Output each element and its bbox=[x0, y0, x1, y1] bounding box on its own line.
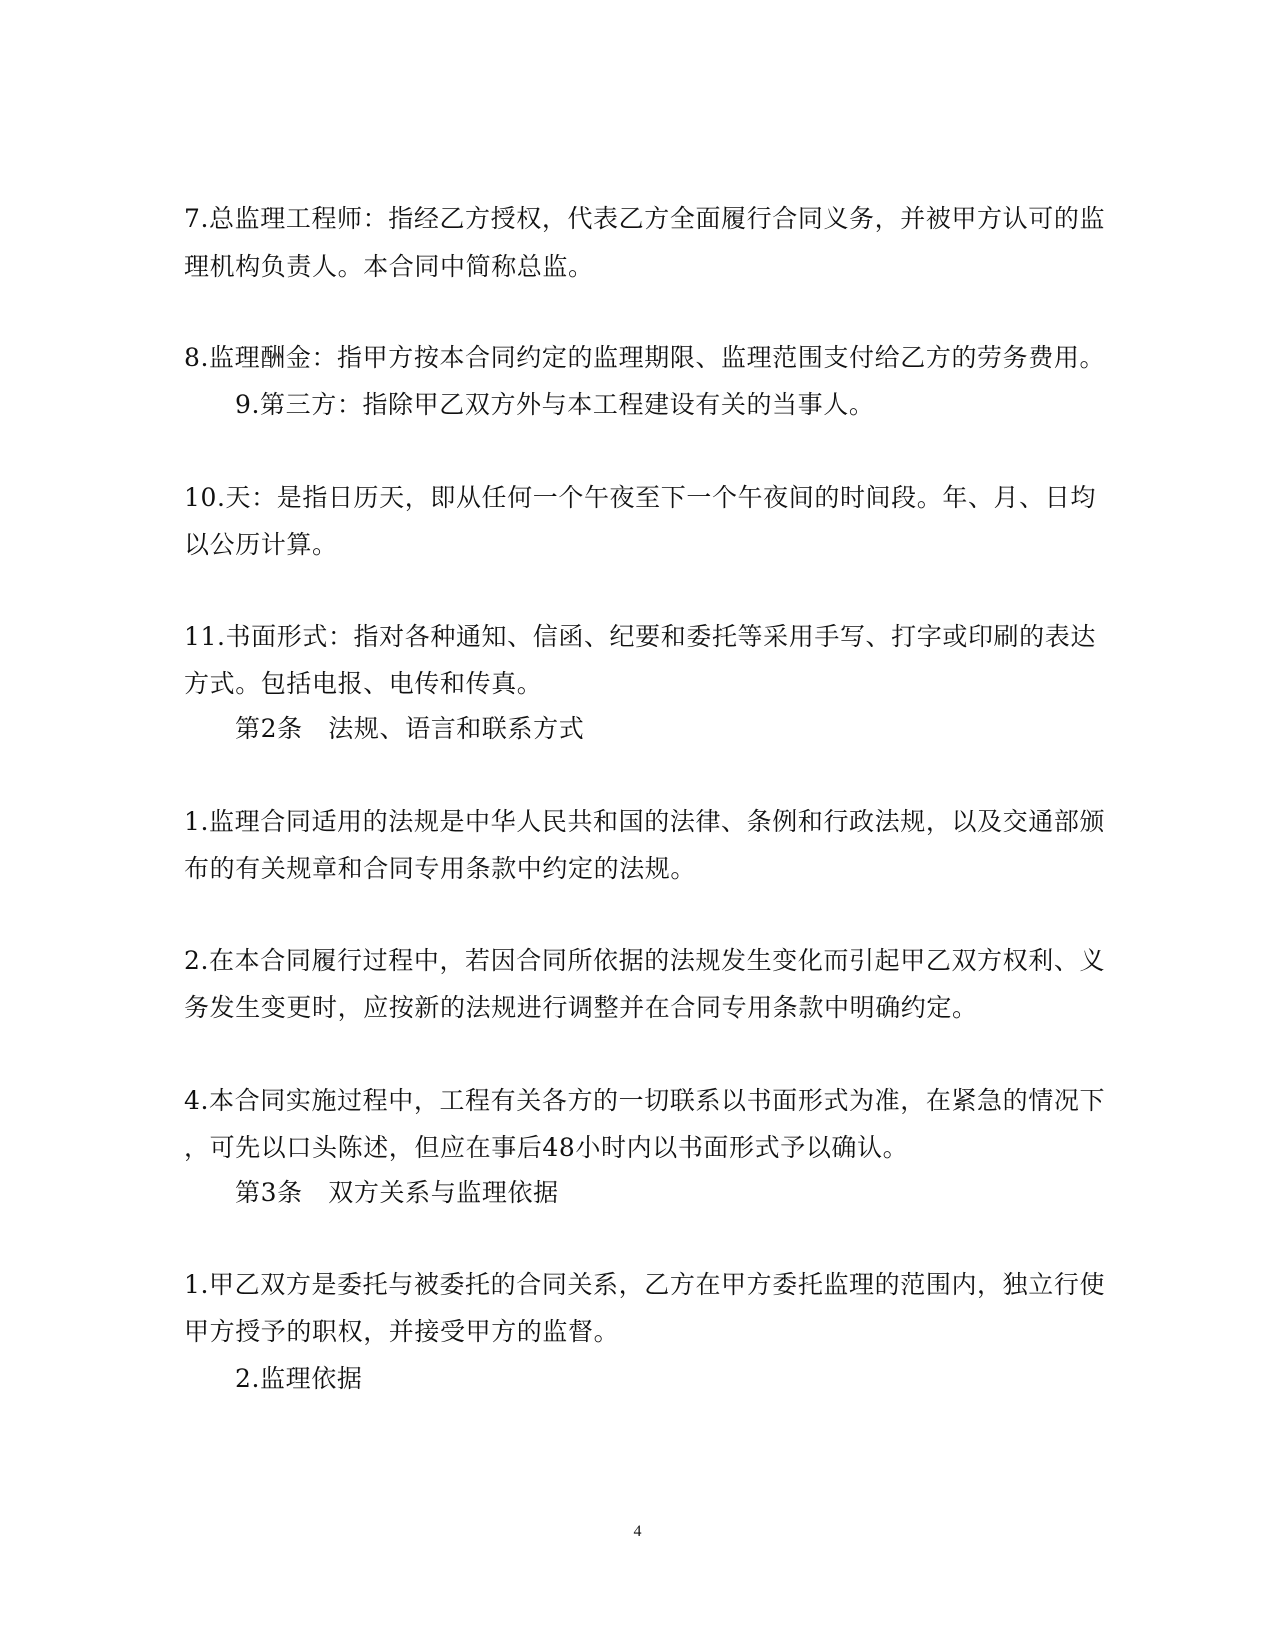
para-11-line-2: 方式。包括电报、电传和传真。 bbox=[184, 669, 543, 698]
art2-clause-1-line-2: 布的有关规章和合同专用条款中约定的法规。 bbox=[184, 854, 697, 883]
para-7-line-1: 7.总监理工程师：指经乙方授权，代表乙方全面履行合同义务，并被甲方认可的监 bbox=[184, 204, 1106, 233]
para-7-line-2: 理机构负责人。本合同中简称总监。 bbox=[184, 252, 594, 281]
art2-clause-4-line-2: ，可先以口头陈述，但应在事后48小时内以书面形式予以确认。 bbox=[184, 1133, 909, 1162]
article-2-heading: 第2条 法规、语言和联系方式 bbox=[235, 714, 585, 743]
article-3-heading: 第3条 双方关系与监理依据 bbox=[235, 1178, 559, 1207]
page-number: 4 bbox=[633, 1523, 642, 1540]
art3-clause-1-line-1: 1.甲乙双方是委托与被委托的合同关系，乙方在甲方委托监理的范围内，独立行使 bbox=[184, 1270, 1106, 1299]
art2-clause-4-line-1: 4.本合同实施过程中，工程有关各方的一切联系以书面形式为准，在紧急的情况下 bbox=[184, 1086, 1106, 1115]
para-10-line-1: 10.天：是指日历天，即从任何一个午夜至下一个午夜间的时间段。年、月、日均 bbox=[184, 483, 1096, 512]
art3-clause-1-line-2: 甲方授予的职权，并接受甲方的监督。 bbox=[184, 1317, 620, 1346]
art3-clause-2-heading: 2.监理依据 bbox=[235, 1364, 363, 1393]
art2-clause-2-line-1: 2.在本合同履行过程中，若因合同所依据的法规发生变化而引起甲乙双方权利、义 bbox=[184, 946, 1106, 975]
art2-clause-2-line-2: 务发生变更时，应按新的法规进行调整并在合同专用条款中明确约定。 bbox=[184, 993, 978, 1022]
para-10-line-2: 以公历计算。 bbox=[184, 530, 338, 559]
art2-clause-1-line-1: 1.监理合同适用的法规是中华人民共和国的法律、条例和行政法规，以及交通部颁 bbox=[184, 807, 1106, 836]
para-9-line-1: 9.第三方：指除甲乙双方外与本工程建设有关的当事人。 bbox=[235, 390, 875, 419]
para-8-line-1: 8.监理酬金：指甲方按本合同约定的监理期限、监理范围支付给乙方的劳务费用。 bbox=[184, 343, 1106, 372]
para-11-line-1: 11.书面形式：指对各种通知、信函、纪要和委托等采用手写、打字或印刷的表达 bbox=[184, 622, 1096, 651]
